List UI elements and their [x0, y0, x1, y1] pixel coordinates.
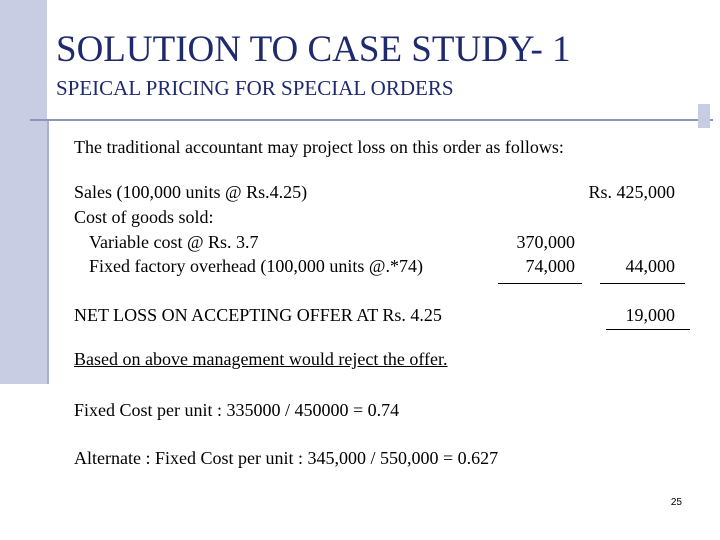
- net-loss-underline: [606, 329, 690, 330]
- left-accent-bar: [0, 0, 47, 384]
- intro-text: The traditional accountant may project loss on this order as follows:: [74, 137, 564, 157]
- variable-cost-amount: 370,000: [516, 232, 575, 252]
- slide-subtitle: SPEICAL PRICING FOR SPECIAL ORDERS: [56, 76, 454, 100]
- fixed-cost-note: Fixed Cost per unit : 335000 / 450000 = 0.74: [74, 400, 400, 420]
- total-underline: [600, 283, 685, 284]
- cogs-label: Cost of goods sold:: [74, 207, 214, 227]
- title-divider: [30, 119, 713, 121]
- cogs-total-amount: 44,000: [625, 256, 675, 276]
- alternate-note: Alternate : Fixed Cost per unit : 345,000 / 550,000 = 0.627: [74, 448, 499, 468]
- page-number: 25: [670, 497, 682, 508]
- net-loss-label: NET LOSS ON ACCEPTING OFFER AT Rs. 4.25: [74, 305, 442, 325]
- sales-amount: Rs. 425,000: [588, 182, 675, 202]
- conclusion-text: Based on above management would reject the offer.: [74, 349, 448, 369]
- slide-title: SOLUTION TO CASE STUDY- 1: [56, 29, 571, 70]
- fixed-overhead-amount: 74,000: [525, 256, 575, 276]
- variable-cost-label: Variable cost @ Rs. 3.7: [89, 232, 259, 252]
- left-accent-line: [47, 120, 49, 384]
- net-loss-amount: 19,000: [625, 305, 675, 325]
- subtotal-underline: [498, 283, 582, 284]
- sales-label: Sales (100,000 units @ Rs.4.25): [74, 182, 308, 202]
- fixed-overhead-label: Fixed factory overhead (100,000 units @.*74): [89, 256, 424, 276]
- title-divider-end-block: [698, 104, 710, 128]
